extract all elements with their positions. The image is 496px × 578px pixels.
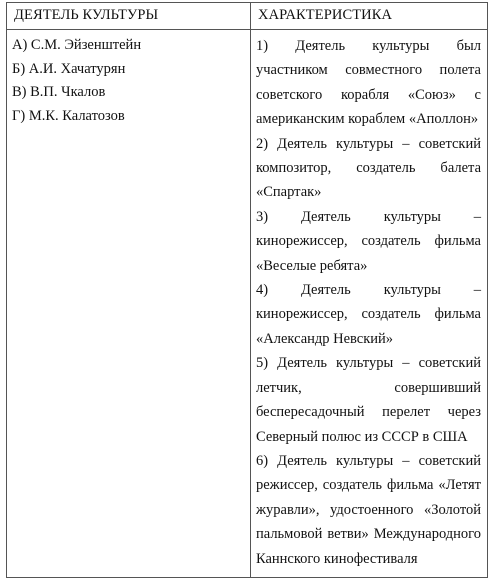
characteristic-item-5: 5) Деятель культуры – советский летчик, совершивший беспересадочный перелет через Северный полюс из СССР в США bbox=[256, 355, 481, 445]
table-body bbox=[7, 30, 488, 578]
table-header bbox=[7, 3, 488, 30]
header-row bbox=[7, 3, 488, 30]
figure-item-d: Г) М.К. Калатозов bbox=[12, 107, 125, 124]
characteristic-item-6: 6) Деятель культуры – советский режиссер, создатель фильма «Летят журавли», удостоенного «Золотой пальмовой ветви» Международного Каннского кинофестиваля bbox=[256, 452, 481, 567]
figures-cell bbox=[7, 30, 251, 578]
characteristic-item-1: 1) Деятель культуры был участником совместного полета советского корабля «Союз» с американским кораблем «Аполлон» bbox=[256, 38, 481, 128]
figure-item-b: Б) А.И. Хачатурян bbox=[12, 60, 126, 77]
characteristic-item-4: 4) Деятель культуры – кинорежиссер, создатель фильма «Александр Невский» bbox=[256, 282, 481, 347]
figure-item-a: А) С.М. Эйзенштейн bbox=[12, 37, 142, 53]
characteristics-cell bbox=[251, 30, 488, 578]
table-row bbox=[7, 30, 488, 578]
characteristic-item-3: 3) Деятель культуры – кинорежиссер, создатель фильма «Веселые ребята» bbox=[256, 208, 481, 274]
matching-table bbox=[6, 2, 488, 578]
header-figure: ДЕЯТЕЛЬ КУЛЬТУРЫ bbox=[7, 3, 251, 30]
characteristic-item-2: 2) Деятель культуры – советский композитор, создатель балета «Спартак» bbox=[256, 135, 481, 201]
header-characteristic: ХАРАКТЕРИСТИКА bbox=[251, 3, 488, 30]
figure-item-c: В) В.П. Чкалов bbox=[12, 84, 106, 101]
